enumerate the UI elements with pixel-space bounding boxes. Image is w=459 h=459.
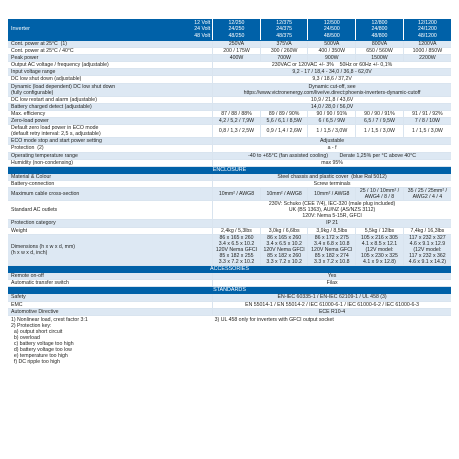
spec-row-cell: 3,9kg / 8,5lbs: [308, 227, 356, 234]
spec-row-cell: 6,5 / 7 / 9,5W: [356, 118, 404, 125]
spec-row-value: 10,9 / 21,8 / 43,6V: [213, 96, 451, 103]
header-battery-voltages: 12 Volt 24 Volt 48 Volt: [165, 19, 213, 41]
spec-row-cell: 5,6 / 6,1 / 8,5W: [260, 118, 308, 125]
spec-row-cell: 10mm² / AWG8: [213, 187, 261, 200]
spec-row-label: Battery-connection: [8, 180, 213, 187]
spec-row-value: 230V: Schuko (CEE 7/4), IEC-320 (male plug included) UK (BS 1363), AU/NZ (AS/NZS 3112) 120V: Nema 5-15R, GFCI: [213, 201, 451, 220]
spec-row-value: a - f: [213, 145, 451, 152]
spec-row-cell: 375VA: [260, 41, 308, 48]
section-header-accessories: [8, 266, 451, 273]
header-model-2: 12/375 24/375 48/375: [260, 19, 308, 41]
header-product-label: Inverter: [8, 19, 165, 41]
spec-row-automotive: [8, 308, 451, 315]
spec-row-safety: [8, 294, 451, 301]
footnotes-row: [8, 315, 451, 365]
spec-row-cell: 300 / 260W: [260, 48, 308, 55]
spec-row-value: ECE R10-4: [213, 308, 451, 315]
spec-row-transfer: [8, 280, 451, 287]
spec-row-cell: 1200VA: [403, 41, 451, 48]
spec-row-value: EN-IEC 60335-1 / EN-IEC 62109-1 / UL 458 (3): [213, 294, 451, 301]
spec-row-label: Automotive Directive: [8, 308, 213, 315]
spec-row-value: EN 55014-1 / EN 55014-2 / IEC 61000-6-1 / IEC 61000-6-2 / IEC 61000-6-3: [213, 301, 451, 308]
spec-row-dimensions: [8, 234, 451, 265]
spec-row-cell: 105 x 216 x 305 4.1 x 8.5 x 12.1 (12V model: 105 x 230 x 325 4.1 x 9 x 12.8): [356, 234, 404, 265]
spec-row-protection-cat: [8, 220, 451, 227]
spec-row-cell: 200 / 175W: [213, 48, 261, 55]
spec-row-cell: 1000 / 850W: [403, 48, 451, 55]
spec-row-label: Zero-load power: [8, 118, 213, 125]
spec-row-value: -40 to +65°C (fan assisted cooling) Derate 1,25% per °C above 40°C: [213, 152, 451, 159]
spec-row-op-temp: [8, 152, 451, 159]
spec-row-cell: 1 / 1,5 / 3,0W: [356, 125, 404, 138]
spec-row-cont-power-25: [8, 41, 451, 48]
spec-row-cell: 87 / 88 / 88%: [213, 110, 261, 117]
spec-row-value: 230VAC or 120VAC +/- 3% 50Hz or 60Hz +/- 0,1%: [213, 62, 451, 69]
spec-row-peak-power: [8, 55, 451, 62]
spec-row-cell: 117 x 232 x 327 4.6 x 9.1 x 12.9 (12V model: 117 x 232 x 362 4.6 x 9.1 x 14.2): [403, 234, 451, 265]
footnotes-right: 3) UL 458 only for inverters with GFCI output socket: [214, 316, 334, 323]
spec-row-emc: [8, 301, 451, 308]
spec-row-value: 9,2 - 17 / 18,4 - 34,0 / 36,8 - 62,0V: [213, 69, 451, 76]
spec-row-eco-stop-start: [8, 138, 451, 145]
spec-row-low-shutdown: [8, 76, 451, 83]
section-title: ACCESSORIES: [8, 266, 451, 273]
section-header-enclosure: [8, 166, 451, 173]
spec-row-value: Steel chassis and plastic cover (blue Ral 5012): [213, 173, 451, 180]
spec-row-label: Cont. power at 25°C (1): [8, 41, 213, 48]
spec-row-cell: 0,9 / 1,4 / 2,6W: [260, 125, 308, 138]
spec-row-value: Dynamic cut-off, see https://www.victronenergy.com/live/ve.direct:phoenix-inverters-dynamic-cutoff: [213, 83, 451, 96]
spec-row-label: Standard AC outlets: [8, 201, 213, 220]
spec-row-cell: 1500W: [356, 55, 404, 62]
spec-row-label: Protection (2): [8, 145, 213, 152]
spec-row-label: Maximum cable cross-section: [8, 187, 213, 200]
header-row: [8, 19, 451, 41]
spec-row-cell: 900W: [308, 55, 356, 62]
spec-row-value: 14,0 / 28,0 / 56,0V: [213, 103, 451, 110]
spec-row-label: Input voltage range: [8, 69, 213, 76]
spec-row-value: max 95%: [213, 159, 451, 166]
spec-row-cell: 2,4kg / 5,3lbs: [213, 227, 261, 234]
spec-row-cell: 6 / 6,5 / 9W: [308, 118, 356, 125]
spec-row-cell: 5,5kg / 12lbs: [356, 227, 404, 234]
header-model-4: 12/800 24/800 48/800: [356, 19, 404, 41]
spec-row-humidity: [8, 159, 451, 166]
spec-row-cell: 2200W: [403, 55, 451, 62]
spec-row-cell: 3,0kg / 6,6lbs: [260, 227, 308, 234]
spec-row-label: Peak power: [8, 55, 213, 62]
spec-row-cell: 4,2 / 5,2 / 7,9W: [213, 118, 261, 125]
spec-row-cell: 86 x 165 x 260 3.4 x 6.5 x 10.2 120V Nema GFCI 85 x 182 x 260 3.3 x 7.2 x 10.2: [260, 234, 308, 265]
spec-row-label: Operating temperature range: [8, 152, 213, 159]
spec-row-label: Automatic transfer switch: [8, 280, 213, 287]
spec-row-label: DC low shut down (adjustable): [8, 76, 213, 83]
spec-row-dynamic-cutoff: [8, 83, 451, 96]
spec-row-label: Battery charged detect (adjustable): [8, 103, 213, 110]
spec-row-cell: 250VA: [213, 41, 261, 48]
spec-row-low-restart: [8, 96, 451, 103]
spec-row-value: Adjustable: [213, 138, 451, 145]
spec-row-cell: 1 / 1,5 / 3,0W: [403, 125, 451, 138]
header-model-3: 12/500 24/500 48/500: [308, 19, 356, 41]
spec-row-cell: 650 / 560W: [356, 48, 404, 55]
spec-row-remote: [8, 273, 451, 280]
spec-row-label: DC low restart and alarm (adjustable): [8, 96, 213, 103]
spec-row-label: Protection category: [8, 220, 213, 227]
spec-row-value: 9,3 / 18,6 / 37,2V: [213, 76, 451, 83]
spec-row-cell: 800VA: [356, 41, 404, 48]
spec-row-cell: 86 x 172 x 275 3.4 x 6.8 x 10.8 120V Nema GFCI 85 x 182 x 274 3.3 x 7.2 x 10.8: [308, 234, 356, 265]
spec-row-battery-connection: [8, 180, 451, 187]
section-title: STANDARDS: [8, 287, 451, 294]
spec-row-cont-power-25-40: [8, 48, 451, 55]
spec-row-zero-load: [8, 118, 451, 125]
spec-row-label: Remote on-off: [8, 273, 213, 280]
spec-row-max-efficiency: [8, 110, 451, 117]
spec-row-cell: 1 / 1,5 / 3,0W: [308, 125, 356, 138]
spec-row-cell: 400 / 350W: [308, 48, 356, 55]
spec-row-value: IP 21: [213, 220, 451, 227]
spec-row-value: Screw terminals: [213, 180, 451, 187]
spec-row-cell: 89 / 89 / 90%: [260, 110, 308, 117]
spec-row-label: Output AC voltage / frequency (adjustable): [8, 62, 213, 69]
spec-row-cell: 700W: [260, 55, 308, 62]
spec-row-label: Humidity (non-condensing): [8, 159, 213, 166]
spec-row-cell: 500VA: [308, 41, 356, 48]
spec-row-cell: 400W: [213, 55, 261, 62]
spec-row-cell: 90 / 90 / 91%: [356, 110, 404, 117]
spec-row-value: Filax: [213, 280, 451, 287]
spec-row-cell: 0,8 / 1,3 / 2,5W: [213, 125, 261, 138]
spec-row-cell: 10mm² / AWG8: [308, 187, 356, 200]
spec-row-material: [8, 173, 451, 180]
spec-row-protection: [8, 145, 451, 152]
spec-row-cell: 7 / 8 / 10W: [403, 118, 451, 125]
spec-row-battery-charged: [8, 103, 451, 110]
spec-row-cell: 35 / 25 / 25mm² / AWG2 / 4 / 4: [403, 187, 451, 200]
spec-row-cell: 10mm² / AWG8: [260, 187, 308, 200]
spec-row-label: Dynamic (load dependent) DC low shut down (fully configurable): [8, 83, 213, 96]
spec-row-label: Default zero load power in ECO mode (default retry interval: 2,5 s, adjustable): [8, 125, 213, 138]
spec-row-input-voltage: [8, 69, 451, 76]
footnotes-left: 1) Nonlinear load, crest factor 3:1 2) Protection key: a) output short circuit b) overload c) battery voltage too high d) battery voltage too low e) temperature too high f) DC ripple too high: [11, 316, 88, 366]
spec-row-ac-outlets: [8, 201, 451, 220]
spec-row-label: Material & Colour: [8, 173, 213, 180]
spec-row-cell: 86 x 165 x 260 3.4 x 6.5 x 10.2 120V Nema GFCI 85 x 182 x 255 3.3 x 7.2 x 10.2: [213, 234, 261, 265]
spec-row-label: Cont. power at 25°C / 40°C: [8, 48, 213, 55]
spec-row-cell: 91 / 91 / 92%: [403, 110, 451, 117]
spec-row-label: Weight: [8, 227, 213, 234]
spec-row-value: Yes: [213, 273, 451, 280]
spec-row-weight: [8, 227, 451, 234]
spec-row-label: Dimensions (h x w x d, mm) (h x w x d, inch): [8, 234, 213, 265]
spec-row-cell: 7,4kg / 16,3lbs: [403, 227, 451, 234]
section-title: ENCLOSURE: [8, 166, 451, 173]
header-model-5: 12/1200 24/1200 48/1200: [403, 19, 451, 41]
spec-row-label: Safety: [8, 294, 213, 301]
spec-row-cell: 25 / 10 / 10mm² / AWG4 / 8 / 8: [356, 187, 404, 200]
spec-table: [8, 19, 451, 366]
spec-row-label: EMC: [8, 301, 213, 308]
header-model-1: 12/250 24/250 48/250: [213, 19, 261, 41]
spec-row-label: ECO mode stop and start power setting: [8, 138, 213, 145]
spec-row-output-ac: [8, 62, 451, 69]
section-header-standards: [8, 287, 451, 294]
spec-row-cable-cross: [8, 187, 451, 200]
spec-row-eco-mode: [8, 125, 451, 138]
spec-row-label: Max. efficiency: [8, 110, 213, 117]
spec-row-cell: 90 / 90 / 91%: [308, 110, 356, 117]
